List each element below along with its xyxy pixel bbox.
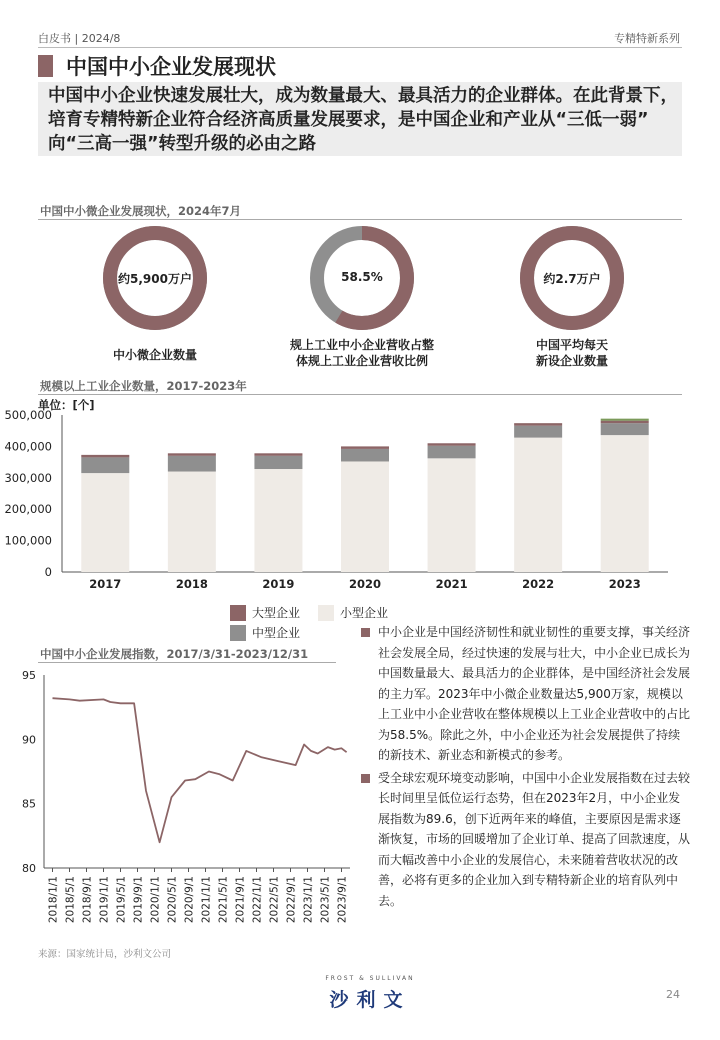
y-tick-label: 200,000	[4, 502, 52, 517]
bar-chart-unit: 单位：[个]	[38, 398, 95, 412]
line-y-tick-label: 80	[22, 862, 36, 875]
donut-center-value: 约2.7万户	[543, 272, 601, 286]
x-tick-label: 2022	[522, 577, 555, 591]
y-tick-label: 300,000	[4, 470, 52, 485]
page-subtitle: 中国中小企业快速发展壮大，成为数量最大、最具活力的企业群体。在此背景下，培育专精特新企业符合经济高质量发展要求，是中国企业和产业从“三低一弱” 向“三高一强”转型升级的必由之路	[48, 86, 678, 154]
line-x-tick-label: 2021/9/1	[234, 876, 247, 924]
line-x-tick-label: 2023/1/1	[302, 876, 315, 924]
x-tick-label: 2023	[608, 577, 641, 591]
y-tick-label: 500,000	[4, 408, 52, 422]
bullet-square-icon	[361, 628, 370, 637]
line-x-tick-label: 2023/9/1	[336, 876, 349, 924]
line-x-tick-label: 2022/1/1	[251, 876, 264, 924]
y-tick-label: 100,000	[4, 533, 52, 548]
bullet-square-icon	[361, 774, 370, 783]
line-x-tick-label: 2023/5/1	[319, 876, 332, 924]
index-line-series	[53, 698, 347, 842]
line-x-tick-label: 2021/5/1	[217, 876, 230, 924]
donut-label: 中小微企业数量	[112, 348, 197, 362]
brand-logo-small: FROST & SULLIVAN	[325, 975, 415, 982]
bullet-list	[360, 622, 690, 913]
line-x-tick-label: 2018/1/1	[47, 876, 60, 924]
line-y-tick-label: 85	[22, 797, 36, 811]
line-x-tick-label: 2019/5/1	[115, 876, 128, 924]
page-number: 24	[666, 988, 680, 1001]
line-y-tick-label: 95	[22, 669, 36, 682]
legend-label-small: 小型企业	[340, 606, 389, 620]
x-tick-label: 2019	[262, 577, 295, 591]
line-y-tick-label: 90	[22, 733, 36, 747]
donut-center-value: 58.5%	[341, 270, 383, 284]
x-tick-label: 2021	[435, 577, 468, 591]
line-x-tick-label: 2020/9/1	[183, 876, 196, 924]
donut-section-heading: 中国中小微企业发展现状，2024年7月	[40, 204, 242, 218]
x-tick-label: 2020	[348, 577, 382, 591]
line-x-tick-label: 2020/1/1	[149, 876, 162, 924]
line-chart-heading: 中国中小企业发展指数，2017/3/31-2023/12/31	[40, 647, 309, 661]
source-note: 来源：国家统计局，沙利文公司	[38, 949, 172, 960]
x-tick-label: 2018	[175, 577, 208, 591]
y-tick-label: 400,000	[4, 439, 52, 454]
line-x-tick-label: 2018/5/1	[64, 876, 77, 924]
legend-label-large: 大型企业	[252, 606, 301, 620]
line-x-tick-label: 2021/1/1	[200, 876, 213, 924]
bullet-item	[360, 622, 690, 766]
line-x-tick-label: 2022/9/1	[285, 876, 298, 924]
donut-label: 中国平均每天 新设企业数量	[535, 338, 608, 368]
header-right: 专精特新系列	[614, 32, 680, 45]
line-x-tick-label: 2019/9/1	[132, 876, 145, 924]
header-left: 白皮书 | 2024/8	[38, 32, 121, 45]
line-x-tick-label: 2020/5/1	[166, 876, 179, 924]
legend-label-medium: 中型企业	[252, 626, 301, 640]
line-x-tick-label: 2019/1/1	[98, 876, 111, 924]
page-title: 中国中小企业发展现状	[66, 55, 276, 79]
bullet-text: 中小企业是中国经济韧性和就业韧性的重要支撑，事关经济社会发展全局，经过快速的发展与壮大，中小企业已成长为中国数量最大、最具活力的企业群体，是中国经济社会发展的主力军。2023年中小微企业数量达5,900万家，规模以上工业中小企业营收在整体规模以上工业企业营收中的占比为58.5%。除此之外，中小企业还为社会发展提供了持续的新技术、新业态和新模式的参考。	[378, 625, 691, 762]
bullet-text: 受全球宏观环境变动影响，中国中小企业发展指数在过去较长时间里呈低位运行态势，但在2023年2月，中小企业发展指数为89.6，创下近两年来的峰值，主要原因是需求逐渐恢复，市场的回暖增加了企业订单、提高了回款速度，从而大幅改善中小企业的发展信心，未来随着营收状况的改善，必将有更多的企业加入到专精特新企业的培育队列中去。	[378, 770, 691, 908]
donut-label: 规上工业中小企业营收占整 体规上工业企业营收比例	[289, 338, 434, 368]
bar-chart-heading: 规模以上工业企业数量，2017-2023年	[40, 379, 247, 393]
brand-logo: 沙利文	[329, 989, 411, 1011]
line-x-tick-label: 2018/9/1	[81, 876, 94, 924]
y-tick-label: 0	[44, 565, 52, 579]
bullet-item	[360, 768, 690, 912]
line-x-tick-label: 2022/5/1	[268, 876, 281, 924]
donut-center-value: 约5,900万户	[118, 272, 192, 286]
x-tick-label: 2017	[89, 577, 122, 591]
